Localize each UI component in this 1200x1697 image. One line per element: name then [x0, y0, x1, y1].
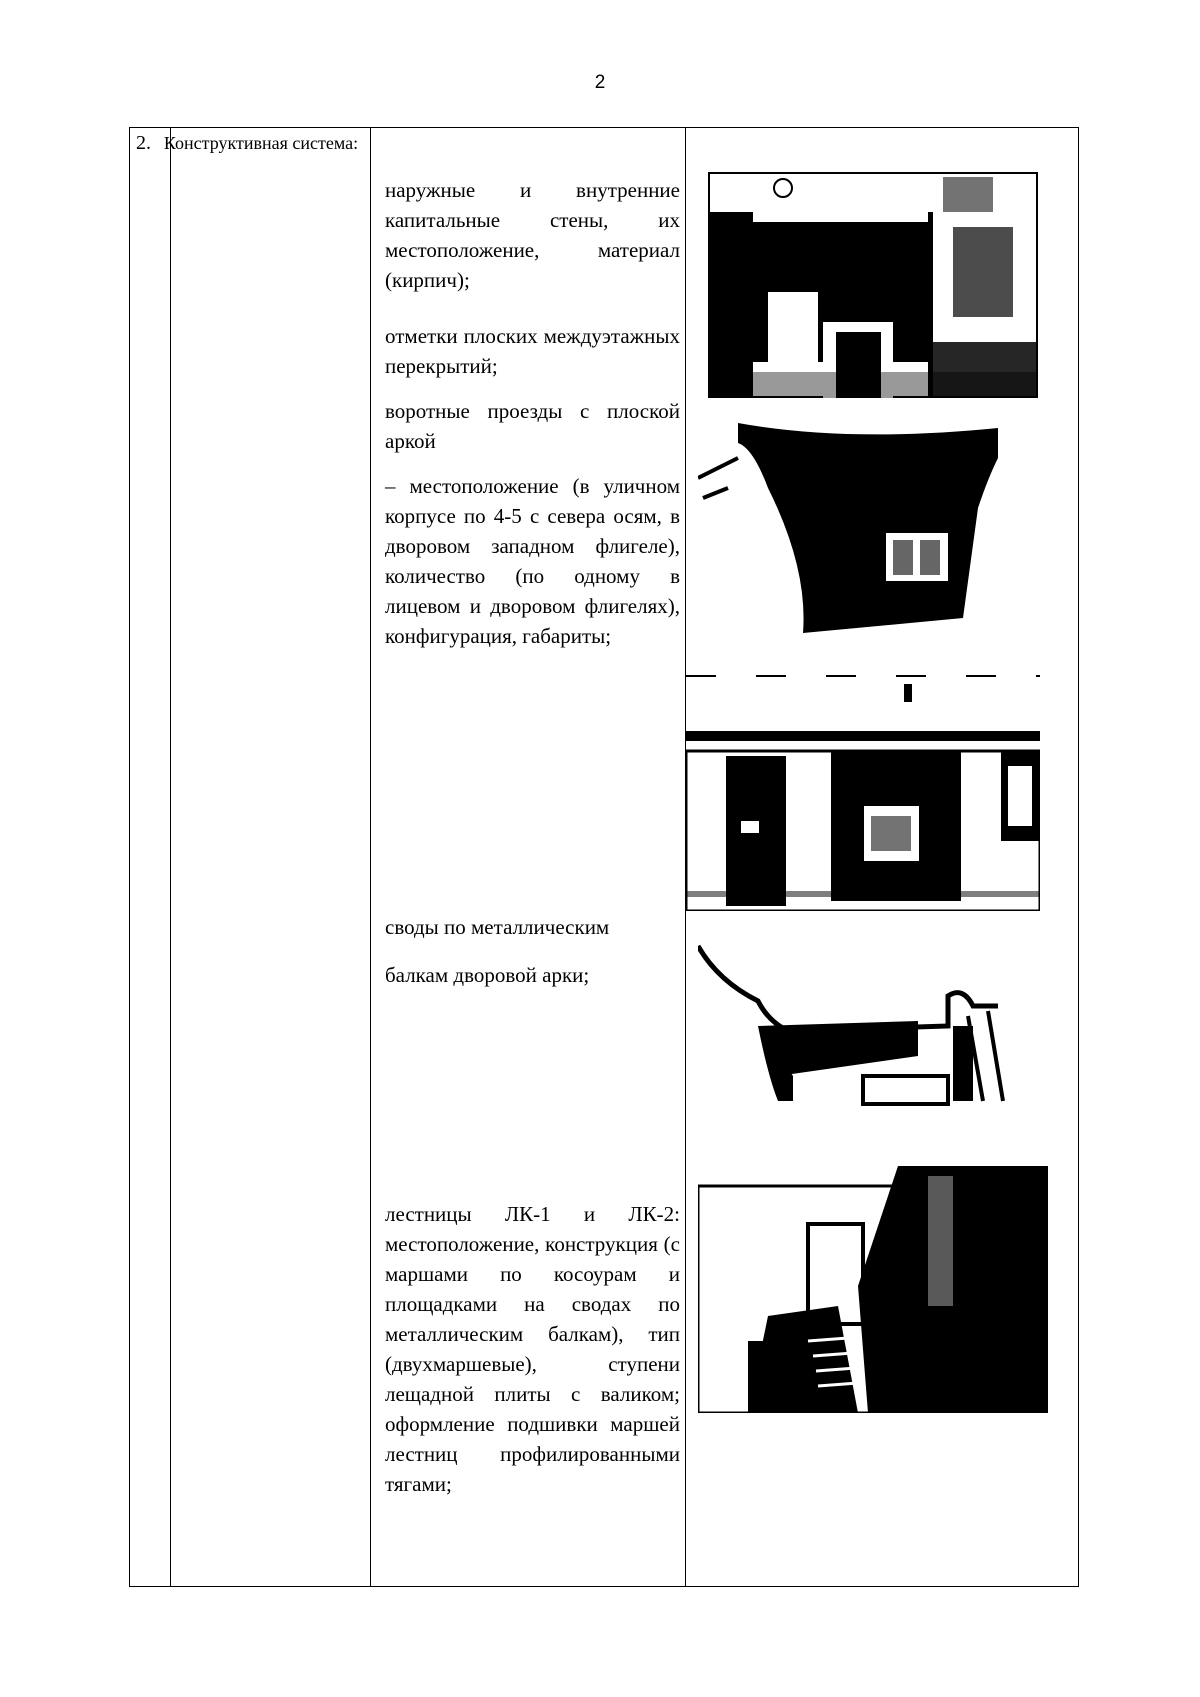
heritage-table — [129, 127, 1079, 1587]
item-gate-location: – местоположение (в уличном корпусе по 4-5 с севера осям, в дворовом западном флигеле), количество (по одному в лицевом и дворовом флигелях), конфигурация, габариты; — [385, 474, 680, 648]
item-vaults: своды по металлическим — [385, 915, 610, 939]
vault-photo-image — [698, 926, 1013, 1106]
item-vaults-cont: балкам дворовой арки; — [385, 963, 590, 987]
column-divider-2 — [370, 128, 371, 1586]
item-walls: наружные и внутренние капитальные стены, их местоположение, материал (кирпич); — [385, 178, 680, 292]
item-staircases: лестницы ЛК-1 и ЛК-2: местоположение, конструкция (с маршами по косоурам и площадками на сводах по металлическим балкам), тип (двухмаршевые), ступени лещадной плиты с валиком; оформление подшивки маршей лестниц профилированными тягами; — [385, 1202, 680, 1496]
row-number: 2. — [136, 132, 151, 154]
photo-staircase — [698, 1166, 1048, 1413]
staircase-photo-image — [698, 1166, 1048, 1413]
item-floor-marks: отметки плоских междуэтажных перекрытий; — [385, 324, 680, 378]
page-number: 2 — [594, 72, 606, 93]
arch-passage-photo-image — [698, 418, 1038, 643]
courtyard-arch-photo-image — [686, 666, 1040, 911]
photo-vault — [698, 926, 1013, 1106]
row-heading: Конструктивная система: — [163, 133, 359, 153]
item-gate-passages: воротные проезды с плоской аркой — [385, 399, 680, 453]
photo-courtyard-arch — [686, 666, 1040, 911]
photo-arch-passage — [698, 418, 1038, 643]
facade-photo-image — [708, 172, 1038, 398]
column-divider-1 — [170, 128, 171, 1586]
photo-facade — [708, 172, 1038, 398]
